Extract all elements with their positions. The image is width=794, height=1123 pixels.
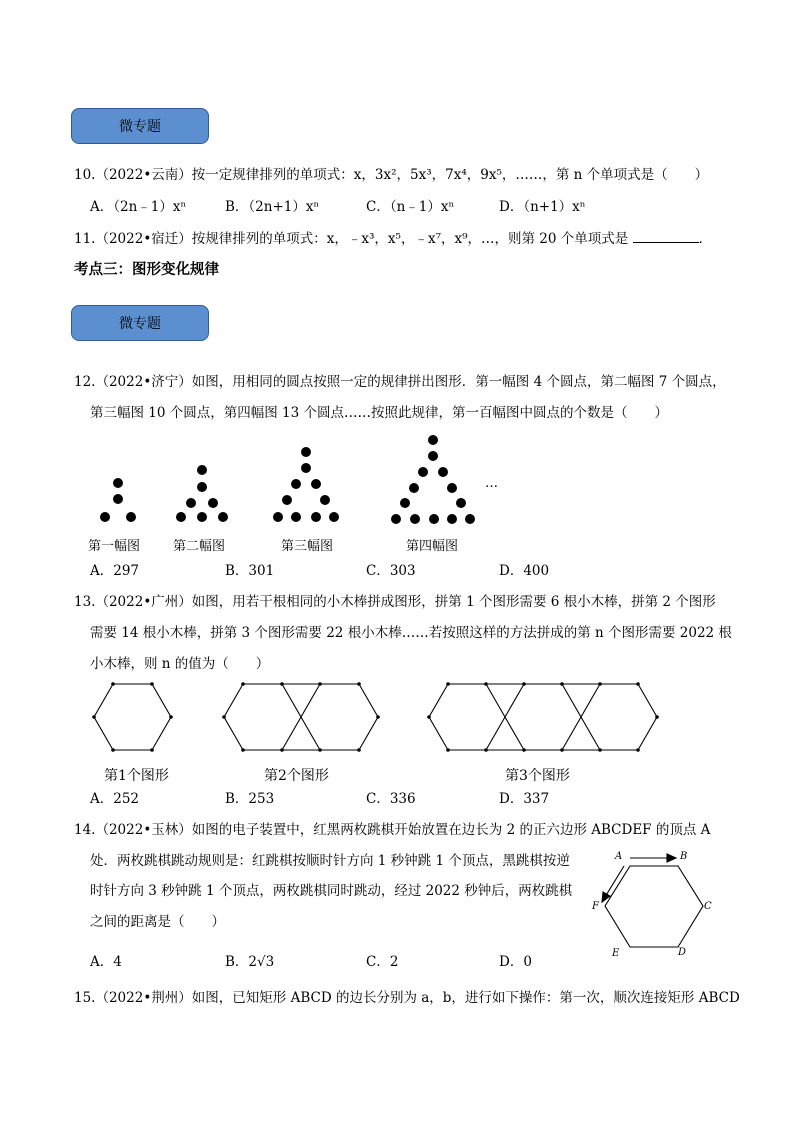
vertex-label-b: B bbox=[680, 851, 688, 862]
stick-figure-3 bbox=[429, 684, 657, 750]
q11-stem: 11.（2022•宿迁）按规律排列的单项式：x，﹣x³，x⁵，﹣x⁷，x⁹，…，则第 20 个单项式是 bbox=[74, 231, 629, 247]
question-10-text: 10.（2022•云南）按一定规律排列的单项式：x，3x²，5x³，7x⁴，9x⁵，……，第 n 个单项式是（ ） bbox=[74, 167, 709, 183]
q14-hexagon bbox=[605, 866, 703, 947]
q10-option-b: B．（2n+1）xⁿ bbox=[225, 199, 320, 215]
question-14-line-3: 时针方向 3 秒钟跳 1 个顶点，两枚跳棋同时跳动，经过 2022 秒钟后，两枚跳棋 bbox=[90, 883, 573, 899]
q14-option-c: C．2 bbox=[366, 954, 399, 970]
dot-figure-1 bbox=[100, 478, 136, 522]
q14-option-a: A．4 bbox=[90, 954, 122, 970]
q13-option-d: D．337 bbox=[499, 791, 550, 807]
q12-caption-2: 第二幅图 bbox=[173, 539, 226, 554]
question-13-line-3: 小木棒，则 n 的值为（ ） bbox=[90, 656, 270, 672]
question-14-line-4: 之间的距离是（ ） bbox=[90, 914, 225, 930]
q10-option-d: D．（n+1）xⁿ bbox=[499, 199, 586, 215]
counterclockwise-arrow bbox=[602, 866, 624, 902]
q11-end: ． bbox=[698, 231, 713, 247]
q13-caption-2: 第2个图形 bbox=[264, 768, 329, 784]
clockwise-arrow bbox=[630, 854, 676, 862]
stick-figure-2 bbox=[224, 684, 378, 750]
vertex-label-a: A bbox=[615, 851, 623, 862]
section-heading: 考点三：图形变化规律 bbox=[74, 262, 219, 278]
question-13-line-1: 13.（2022•广州）如图，用若干根相同的小木棒拼成图形，拼第 1 个图形需要 6 根小木棒，拼第 2 个图形 bbox=[74, 594, 716, 610]
q14-option-d: D．0 bbox=[499, 954, 532, 970]
q12-caption-3: 第三幅图 bbox=[281, 539, 334, 554]
stick-figure-3-nodes bbox=[427, 682, 659, 752]
q10-option-c: C．（n﹣1）xⁿ bbox=[366, 199, 455, 215]
stick-figure-1 bbox=[94, 684, 171, 750]
q12-caption-1: 第一幅图 bbox=[88, 539, 141, 554]
q13-option-b: B．253 bbox=[225, 791, 275, 807]
question-14-line-2: 处．两枚跳棋跳动规则是：红跳棋按顺时针方向 1 秒钟跳 1 个顶点，黑跳棋按逆 bbox=[90, 853, 570, 869]
q14-option-b: B．2√3 bbox=[225, 954, 275, 970]
q12-caption-4: 第四幅图 bbox=[406, 539, 459, 554]
q12-ellipsis: … bbox=[485, 476, 498, 491]
vertex-label-e: E bbox=[612, 948, 620, 959]
dot-figure-2 bbox=[176, 465, 228, 522]
q10-option-a: A．（2n﹣1）xⁿ bbox=[90, 199, 187, 215]
topic-badge-label: 微专题 bbox=[119, 316, 161, 332]
vertex-label-f: F bbox=[592, 901, 599, 912]
q12-option-c: C．303 bbox=[366, 563, 416, 579]
question-14-line-1: 14.（2022•玉林）如图的电子装置中，红黑两枚跳棋开始放置在边长为 2 的正六边形 ABCDEF 的顶点 A bbox=[74, 822, 711, 838]
q13-option-a: A．252 bbox=[90, 791, 140, 807]
q13-caption-1: 第1个图形 bbox=[104, 768, 169, 784]
question-12-line-2: 第三幅图 10 个圆点，第四幅图 13 个圆点……按照此规律，第一百幅图中圆点的个数是（ ） bbox=[90, 405, 669, 421]
dot-figure-4 bbox=[391, 435, 475, 524]
q12-option-b: B．301 bbox=[225, 563, 275, 579]
vertex-label-d: D bbox=[678, 947, 687, 958]
q13-caption-3: 第3个图形 bbox=[505, 768, 570, 784]
question-12-line-1: 12.（2022•济宁）如图，用相同的圆点按照一定的规律拼出图形．第一幅图 4 个圆点，第二幅图 7 个圆点， bbox=[74, 374, 726, 390]
topic-badge-label: 微专题 bbox=[119, 119, 161, 135]
q12-option-a: A．297 bbox=[90, 563, 140, 579]
question-15-line-1: 15.（2022•荆州）如图，已知矩形 ABCD 的边长分别为 a，b，进行如下操作：第一次，顺次连接矩形 ABCD bbox=[74, 990, 740, 1006]
stick-figure-1-nodes bbox=[92, 682, 173, 752]
vertex-label-c: C bbox=[704, 901, 712, 912]
question-13-line-2: 需要 14 根小木棒，拼第 3 个图形需要 22 根小木棒……若按照这样的方法拼成的第 n 个图形需要 2022 根 bbox=[90, 625, 732, 641]
q12-option-d: D．400 bbox=[499, 563, 550, 579]
dot-figure-3 bbox=[273, 447, 339, 522]
q13-option-c: C．336 bbox=[366, 791, 416, 807]
